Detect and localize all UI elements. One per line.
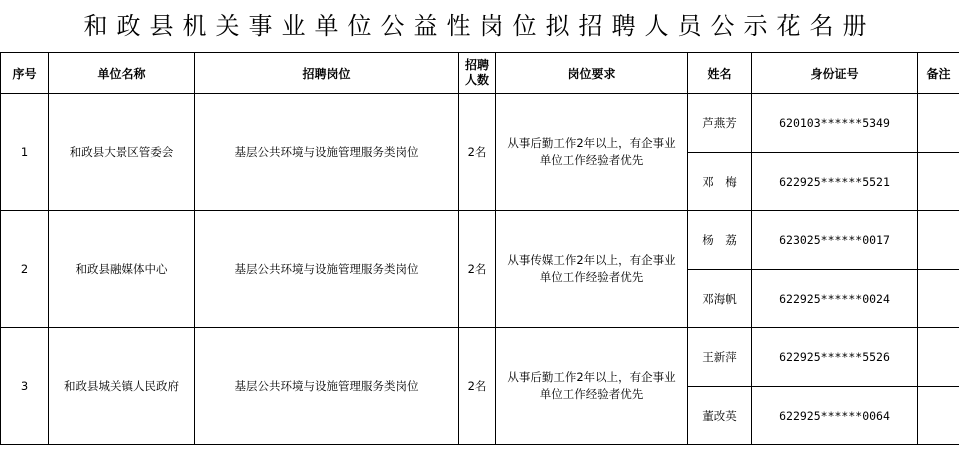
- cell-name: 董改英: [688, 387, 752, 445]
- cell-seq: 2: [1, 211, 49, 328]
- header-count-line2: 人数: [464, 73, 489, 87]
- cell-name: 芦燕芳: [688, 94, 752, 153]
- cell-id: 622925******0024: [752, 270, 918, 328]
- header-note: 备注: [918, 53, 959, 94]
- cell-requirement: 从事传媒工作2年以上，有企事业单位工作经验者优先: [496, 211, 688, 328]
- cell-name: 邓海帆: [688, 270, 752, 328]
- cell-note: [918, 211, 959, 270]
- header-count-line1: 招聘: [464, 58, 489, 72]
- cell-name: 邓 梅: [688, 153, 752, 211]
- cell-requirement: 从事后勤工作2年以上，有企事业单位工作经验者优先: [496, 328, 688, 445]
- cell-seq: 1: [1, 94, 49, 211]
- cell-position: 基层公共环境与设施管理服务类岗位: [195, 328, 459, 445]
- cell-id: 622925******5526: [752, 328, 918, 387]
- cell-note: [918, 270, 959, 328]
- cell-name: 杨 荔: [688, 211, 752, 270]
- cell-position: 基层公共环境与设施管理服务类岗位: [195, 211, 459, 328]
- cell-id: 622925******5521: [752, 153, 918, 211]
- table-row: [1, 211, 959, 270]
- roster-table: [0, 52, 959, 445]
- cell-count: 2名: [459, 94, 496, 211]
- cell-id: 622925******0064: [752, 387, 918, 445]
- cell-note: [918, 153, 959, 211]
- table-row: [1, 94, 959, 153]
- cell-position: 基层公共环境与设施管理服务类岗位: [195, 94, 459, 211]
- cell-note: [918, 387, 959, 445]
- cell-requirement: 从事后勤工作2年以上，有企事业单位工作经验者优先: [496, 94, 688, 211]
- header-requirement: 岗位要求: [496, 53, 688, 94]
- header-count: [459, 53, 496, 94]
- cell-note: [918, 94, 959, 153]
- cell-id: 620103******5349: [752, 94, 918, 153]
- header-seq: 序号: [1, 53, 49, 94]
- cell-count: 2名: [459, 211, 496, 328]
- header-unit: 单位名称: [49, 53, 195, 94]
- table-row: [1, 328, 959, 387]
- header-row: [1, 53, 959, 94]
- cell-id: 623025******0017: [752, 211, 918, 270]
- cell-seq: 3: [1, 328, 49, 445]
- cell-count: 2名: [459, 328, 496, 445]
- cell-note: [918, 328, 959, 387]
- header-id: 身份证号: [752, 53, 918, 94]
- cell-name: 王新萍: [688, 328, 752, 387]
- header-position: 招聘岗位: [195, 53, 459, 94]
- header-name: 姓名: [688, 53, 752, 94]
- cell-unit: 和政县融媒体中心: [49, 211, 195, 328]
- cell-unit: 和政县城关镇人民政府: [49, 328, 195, 445]
- page-title: 和政县机关事业单位公益性岗位拟招聘人员公示花名册: [83, 12, 876, 40]
- cell-unit: 和政县大景区管委会: [49, 94, 195, 211]
